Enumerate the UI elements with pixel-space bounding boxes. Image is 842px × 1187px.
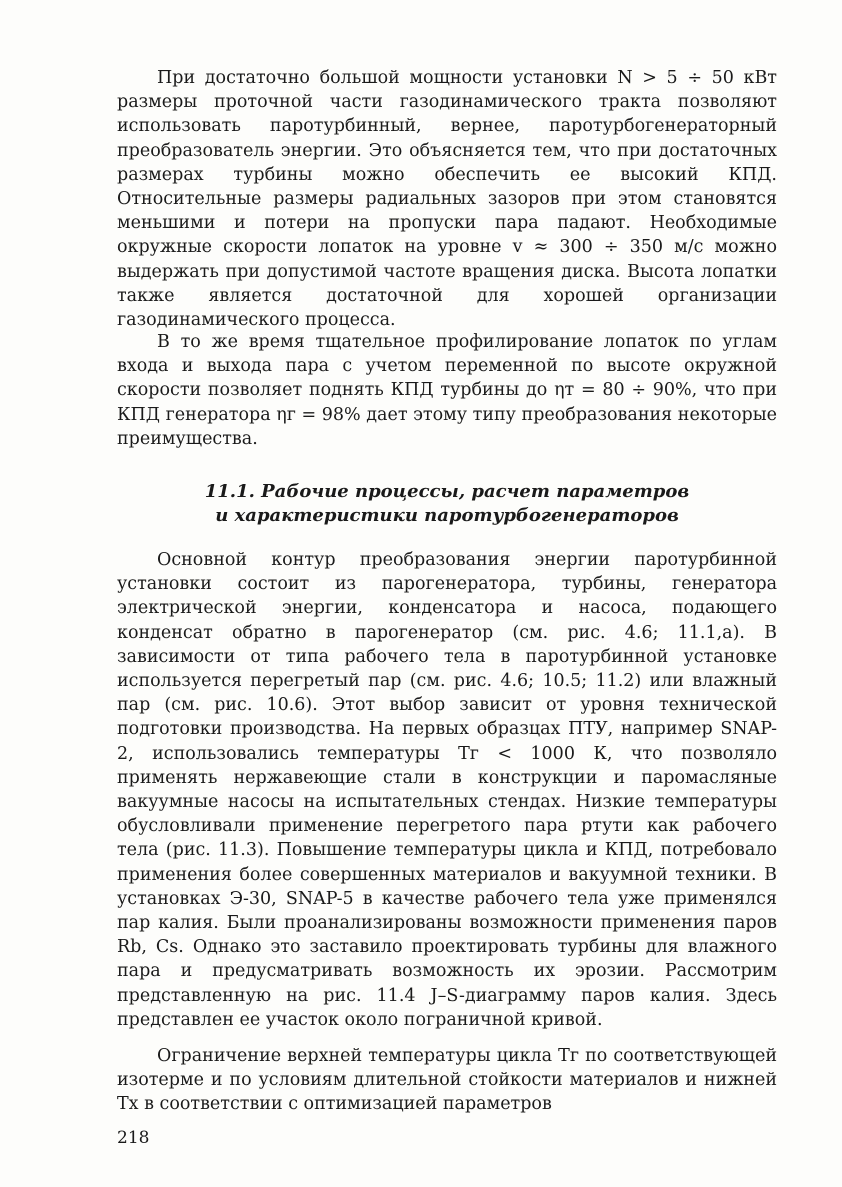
section-heading (117, 480, 777, 528)
body-paragraph-1 (117, 66, 777, 332)
body-paragraph-4 (117, 1044, 777, 1117)
paragraph-text: Основной контур преобразования энергии паротурбинной установки состоит из парогенератора, турбины, генератора электрической энергии, конденсатора и насоса, подающего конденсат обратно в парогенератор (см. рис. 4.6; 11.1,а). В зависимости от типа рабочего тела в паротурбинной установке используется перегретый пар (см. рис. 4.6; 10.5; 11.2) или влажный пар (см. рис. 10.6). Этот выбор зависит от уровня технической подготовки производства. На первых образцах ПТУ, например SNAP-2, использовались температуры Tг < 1000 К, что позволяло применять нержавеющие стали в конструкции и паромасляные вакуумные насосы на испытательных стендах. Низкие температуры обусловливали применение перегретого пара ртути как рабочего тела (рис. 11.3). Повышение температуры цикла и КПД, потребовало применения более совершенных материалов и вакуумной техники. В установках Э-30, SNAP-5 в качестве рабочего тела уже применялся пар калия. Были проанализированы возможности применения паров Rb, Cs. Однако это заставило проектировать турбины для влажного пара и предусматривать возможность их эрозии. Рассмотрим представленную на рис. 11.4 J–S-диаграмму паров калия. Здесь представлен ее участок около пограничной кривой. (117, 550, 777, 1030)
body-paragraph-2 (117, 330, 777, 451)
paragraph-text: В то же время тщательное профилирование лопаток по углам входа и выхода пара с учетом переменной по высоте окружной скорости позволяет поднять КПД турбины до ηт = 80 ÷ 90%, что при КПД генератора ηг = 98% дает этому типу преобразования некоторые преимущества. (117, 332, 777, 449)
page-number: 218 (117, 1128, 150, 1148)
section-heading-line-1: 11.1. Рабочие процессы, расчет параметров (204, 481, 690, 502)
section-heading-line-2: и характеристики паротурбогенераторов (215, 505, 679, 526)
paragraph-text: Ограничение верхней температуры цикла Tг по соответствующей изотерме и по условиям длительной стойкости материалов и нижней Tх в соответствии с оптимизацией параметров (117, 1046, 777, 1115)
body-paragraph-3 (117, 548, 777, 1032)
paragraph-text: При достаточно большой мощности установки N > 5 ÷ 50 кВт размеры проточной части газодинамического тракта позволяют использовать паротурбинный, вернее, паротурбогенераторный преобразователь энергии. Это объясняется тем, что при достаточных размерах турбины можно обеспечить ее высокий КПД. Относительные размеры радиальных зазоров при этом становятся меньшими и потери на пропуски пара падают. Необходимые окружные скорости лопаток на уровне v ≈ 300 ÷ 350 м/с можно выдержать при допустимой частоте вращения диска. Высота лопатки также является достаточной для хорошей организации газодинамического процесса. (117, 68, 777, 331)
